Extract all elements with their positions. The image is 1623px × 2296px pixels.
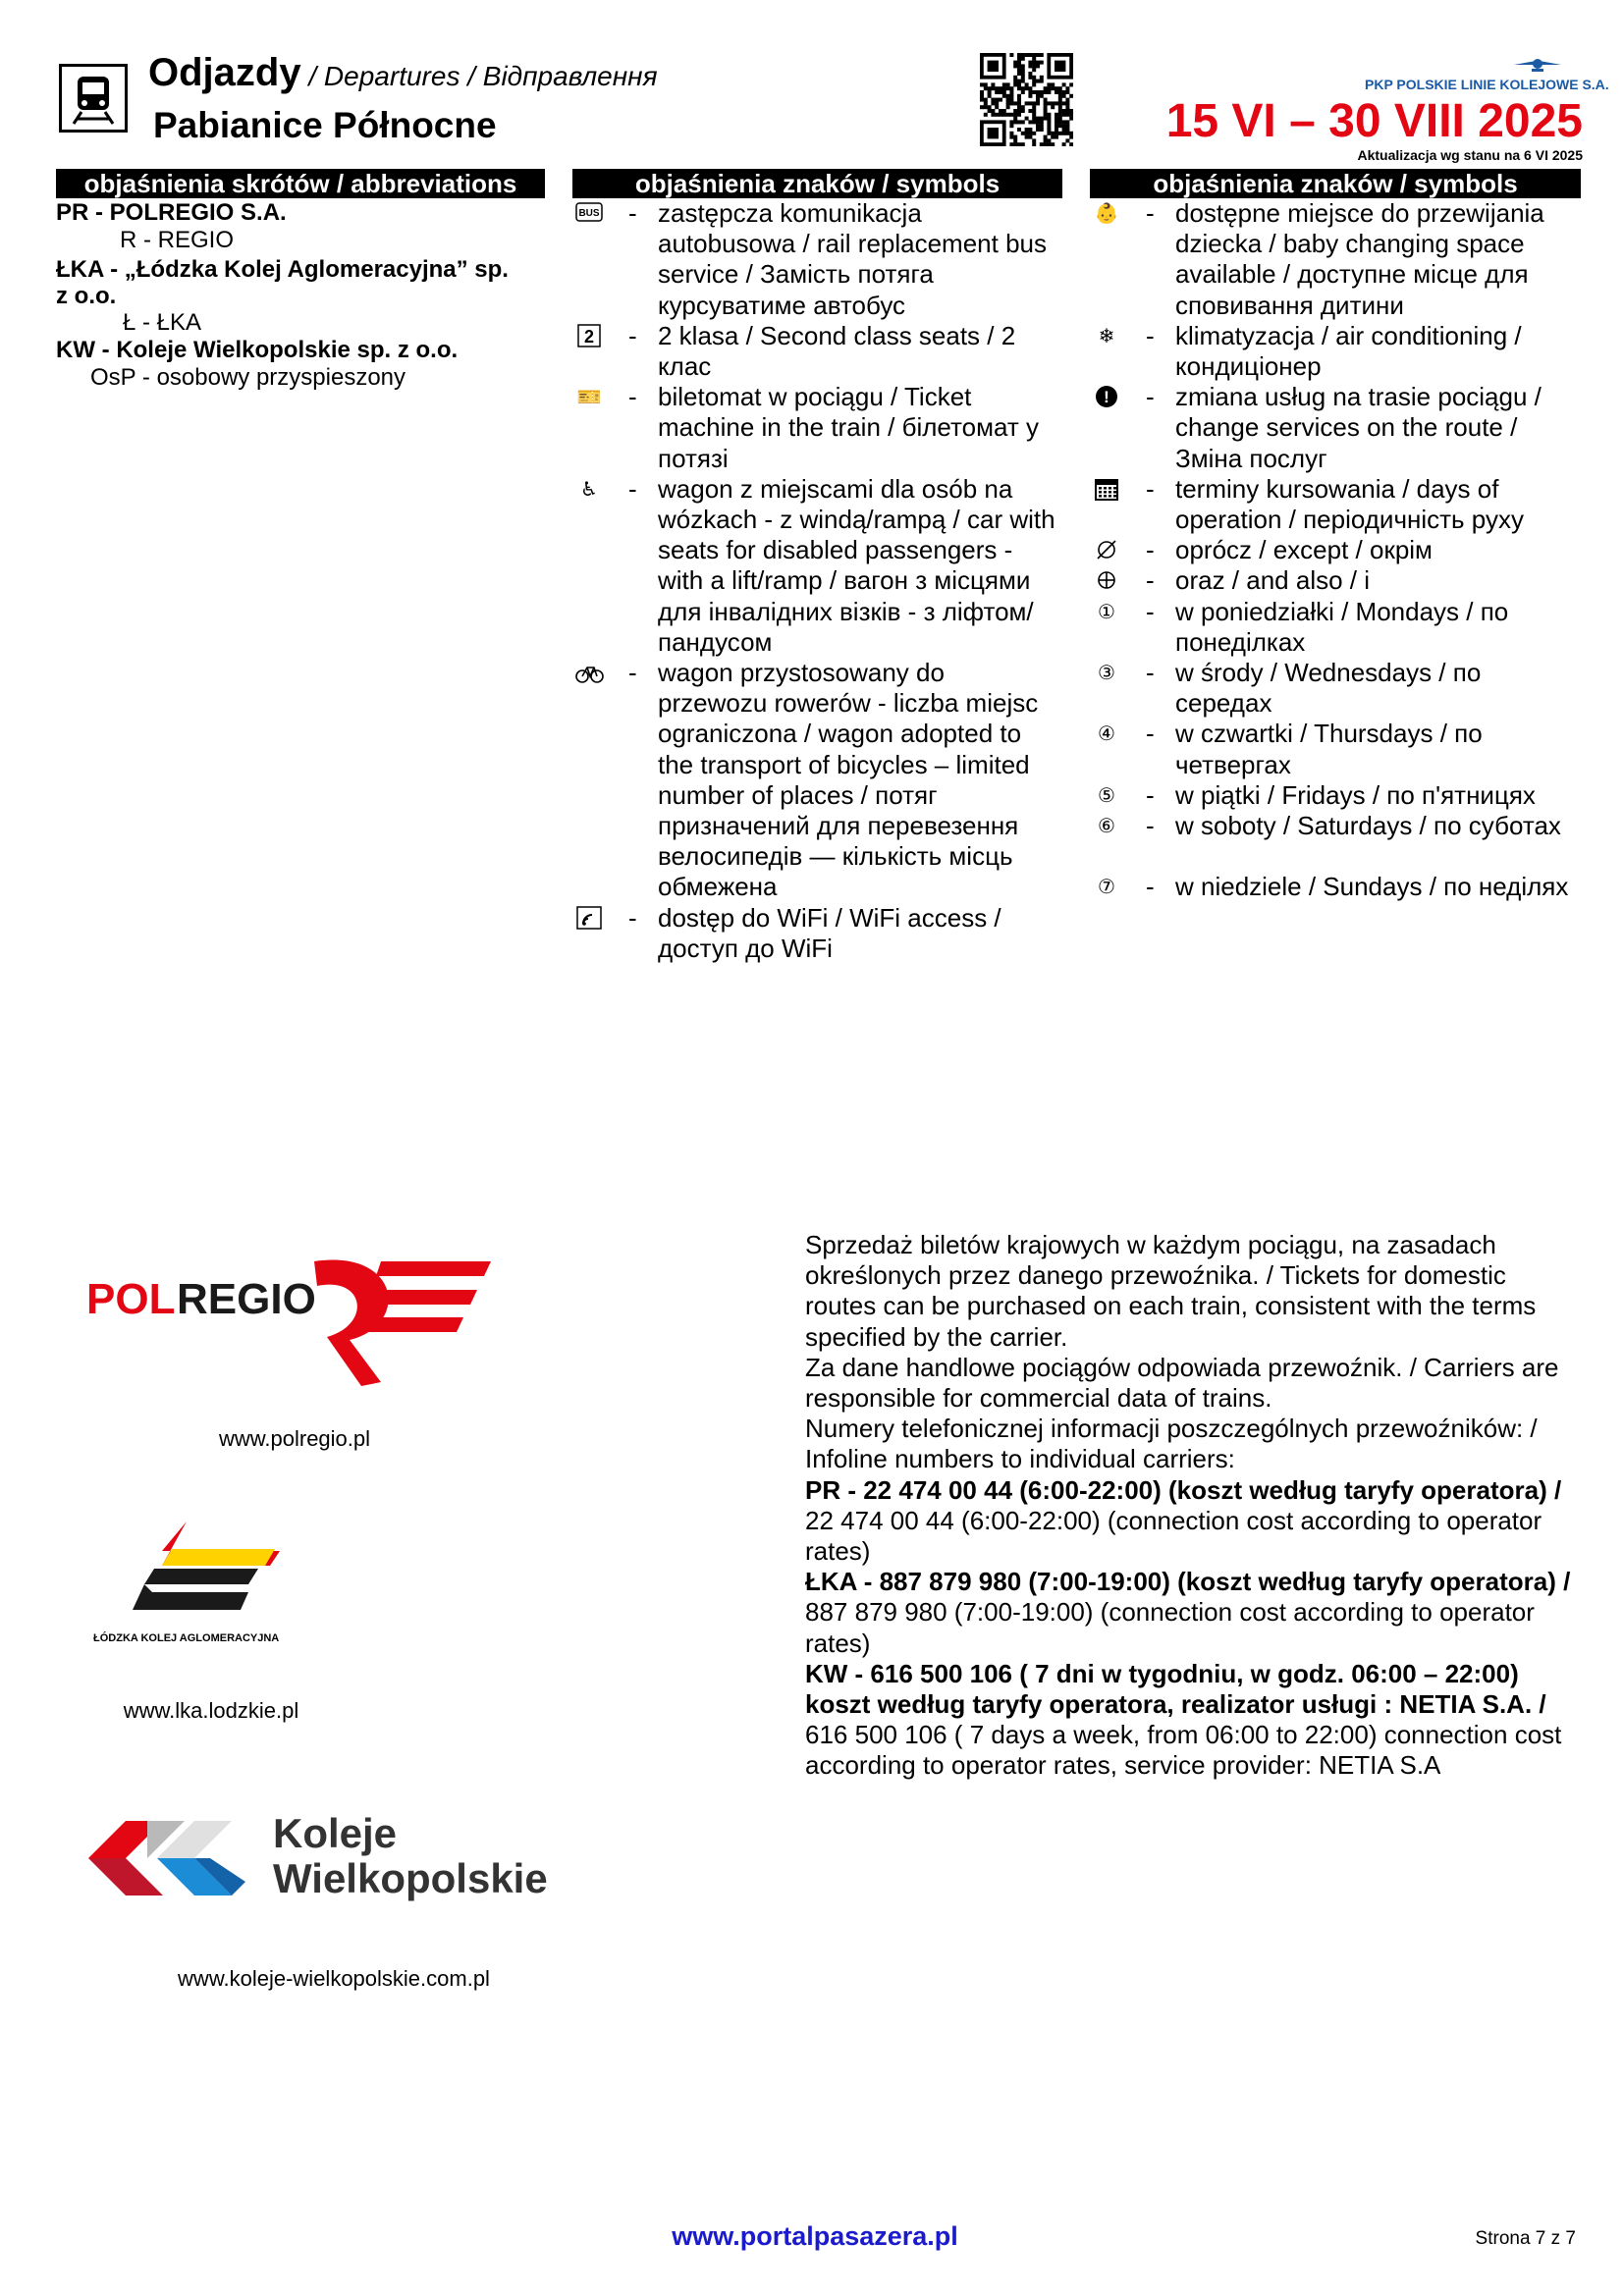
- svg-text:❄: ❄: [1098, 323, 1115, 347]
- svg-text:⑦: ⑦: [1098, 875, 1115, 899]
- abbr-r: R - REGIO: [120, 227, 235, 253]
- and-also-icon: [1090, 565, 1123, 595]
- qr-code: [980, 53, 1073, 146]
- title-main: Odjazdy: [148, 51, 301, 94]
- sunday-icon: [1090, 872, 1123, 901]
- svg-text:2: 2: [583, 326, 595, 347]
- symbol-dash: -: [628, 320, 637, 350]
- symbols-header-2: objaśnienia znaków / symbols: [1090, 169, 1581, 198]
- svg-text:REGIO: REGIO: [177, 1275, 316, 1323]
- info-sales: Sprzedaż biletów krajowych w każdym pociągu, na zasadach określonych przez danego przewoźnika. / Tickets for domestic routes can be purchased on each train, consistent with the terms specified by the carrier.: [805, 1230, 1537, 1352]
- symbol-dash: -: [628, 198, 637, 228]
- bicycle-icon: [572, 658, 606, 687]
- symbol-description: dostęp do WiFi / WiFi access / доступ до WiFi: [658, 902, 1001, 963]
- symbol-description: w środy / Wednesdays / по середах: [1175, 658, 1482, 719]
- symbol-description: klimatyzacja / air conditioning / кондиціонер: [1175, 320, 1522, 381]
- info-lka-bold: ŁKA - 887 879 980 (7:00-19:00) (koszt według taryfy operatora) /: [805, 1567, 1571, 1597]
- polregio-url[interactable]: www.polregio.pl: [218, 1426, 371, 1451]
- abbr-osp: OsP - osobowy przyspieszony: [90, 364, 406, 391]
- wednesday-icon: [1090, 658, 1123, 687]
- symbol-description: w czwartki / Thursdays / по четвергах: [1175, 719, 1483, 779]
- symbol-description: biletomat w pociągu / Ticket machine in the train / білетомат у потязі: [658, 382, 1039, 473]
- symbol-description: wagon z miejscami dla osób na wózkach - z windą/rampą / car with seats for disabled passengers - with a lift/ramp / вагон з місцями для інвалідних візків - з ліфтом/пандусом: [658, 473, 1055, 657]
- symbol-dash: -: [1146, 719, 1155, 749]
- air-conditioning-icon: [1090, 321, 1123, 350]
- info-kw-bold: KW - 616 500 106 ( 7 dni w tygodniu, w godz. 06:00 – 22:00) koszt według taryfy operatora, realizator usługi : NETIA S.A. /: [805, 1658, 1546, 1720]
- symbol-description: w piątki / Fridays / по п'ятницях: [1175, 779, 1536, 810]
- symbol-dash: -: [1146, 596, 1155, 626]
- svg-text:④: ④: [1098, 721, 1115, 746]
- page-number: Strona 7 z 7: [1475, 2228, 1576, 2249]
- lka-logo-text: ŁÓDZKA KOLEJ AGLOMERACYJNA: [93, 1632, 280, 1644]
- baby-changing-icon: [1090, 198, 1123, 228]
- portal-url[interactable]: www.portalpasazera.pl: [672, 2221, 958, 2251]
- symbol-dash: -: [628, 473, 637, 504]
- kw-logo-line-1: Koleje: [273, 1810, 398, 1856]
- pkp-logo-text: PKP POLSKIE LINIE KOLEJOWE S.A.: [1365, 77, 1609, 92]
- page-title: [148, 51, 658, 95]
- symbol-description: dostępne miejsce do przewijania dziecka / baby changing space available / доступне місце для сповивання дитини: [1175, 198, 1544, 320]
- kw-logo-line-2: Wielkopolskie: [273, 1855, 548, 1901]
- lka-logo: [93, 1522, 309, 1644]
- symbol-description: wagon przystosowany do przewozu rowerów - liczba miejsc ograniczona / wagon adopted to the transport of bicycles – limited number of places / потяг призначений для перевезення велосипедів — кількість місць обмежена: [658, 658, 1039, 902]
- symbol-description: w niedziele / Sundays / по неділях: [1175, 872, 1569, 902]
- svg-text:⑥: ⑥: [1098, 814, 1115, 837]
- train-icon: [59, 64, 128, 133]
- svg-text:③: ③: [1098, 661, 1115, 684]
- monday-icon: [1090, 597, 1123, 626]
- abbreviations-header: objaśnienia skrótów / abbreviations: [56, 169, 545, 198]
- abbr-l: Ł - ŁKA: [123, 309, 202, 336]
- info-pr-normal: 22 474 00 44 (6:00-22:00) (connection cost according to operator rates): [805, 1505, 1542, 1567]
- validity-period: 15 VI – 30 VIII 2025: [1165, 95, 1583, 147]
- symbol-description: terminy kursowania / days of operation / періодичність руху: [1175, 473, 1524, 534]
- abbr-lka: ŁKA - „Łódzka Kolej Aglomeracyjna” sp.: [56, 256, 509, 283]
- except-icon: [1090, 535, 1123, 564]
- svg-text:POL: POL: [86, 1275, 176, 1323]
- svg-text:!: !: [1104, 388, 1109, 407]
- info-kw: [805, 1659, 1581, 1782]
- symbol-dash: -: [1146, 320, 1155, 350]
- wifi-icon: [572, 903, 606, 933]
- thursday-icon: [1090, 719, 1123, 748]
- info-lka-normal: 887 879 980 (7:00-19:00) (connection cost according to operator rates): [805, 1597, 1535, 1658]
- symbol-dash: -: [1146, 565, 1155, 596]
- info-phone-intro: Numery telefonicznej informacji poszczególnych przewoźników: / Infoline numbers to individual carriers:: [805, 1414, 1538, 1474]
- info-pr: [805, 1475, 1581, 1568]
- title-translations: / Departures / Відправлення: [300, 61, 658, 91]
- symbol-description: w poniedziałki / Mondays / по понеділках: [1175, 596, 1509, 657]
- symbol-dash: -: [628, 658, 637, 687]
- symbol-dash: -: [628, 902, 637, 933]
- abbr-lka-cont: z o.o.: [56, 283, 117, 309]
- wheelchair-icon: [572, 474, 606, 504]
- symbol-dash: -: [1146, 198, 1155, 228]
- svg-text:👶: 👶: [1094, 201, 1119, 225]
- friday-icon: [1090, 780, 1123, 810]
- bus-icon: [572, 198, 606, 228]
- symbols-header-1: objaśnienia znaków / symbols: [572, 169, 1062, 198]
- symbol-description: zmiana usług na trasie pociągu / change services on the route / Зміна послуг: [1175, 382, 1542, 473]
- symbol-description: zastępcza komunikacja autobusowa / rail replacement bus service / Замість потяга курсуватиме автобус: [658, 198, 1048, 320]
- symbol-description: 2 klasa / Second class seats / 2 клас: [658, 320, 1016, 381]
- symbol-description: oraz / and also / і: [1175, 565, 1370, 596]
- svg-text:🎫: 🎫: [576, 385, 602, 409]
- calendar-icon: [1090, 474, 1123, 504]
- symbol-dash: -: [1146, 872, 1155, 902]
- symbol-description: oprócz / except / окрім: [1175, 535, 1433, 565]
- svg-text:BUS: BUS: [578, 208, 600, 219]
- station-name: Pabianice Północne: [153, 105, 497, 145]
- kw-logo: [88, 1809, 285, 1912]
- symbol-dash: -: [1146, 473, 1155, 504]
- info-carrier-data: Za dane handlowe pociągów odpowiada przewoźnik. / Carriers are responsible for commercial data of trains.: [805, 1352, 1559, 1414]
- symbol-dash: -: [1146, 811, 1155, 840]
- lka-url[interactable]: www.lka.lodzkie.pl: [123, 1698, 299, 1723]
- symbol-dash: -: [1146, 382, 1155, 412]
- info-kw-normal: 616 500 106 ( 7 days a week, from 06:00 to 22:00) connection cost according to operator rates, service provider: NETIA S.A: [805, 1720, 1562, 1781]
- symbol-dash: -: [1146, 658, 1155, 687]
- symbol-description: w soboty / Saturdays / по суботах: [1175, 811, 1561, 840]
- abbr-kw: KW - Koleje Wielkopolskie sp. z o.o.: [56, 337, 459, 363]
- symbol-dash: -: [1146, 779, 1155, 810]
- saturday-icon: [1090, 811, 1123, 840]
- second-class-icon: [572, 321, 606, 350]
- info-block: [805, 1230, 1581, 1782]
- polregio-logo: [86, 1256, 499, 1399]
- ticket-machine-icon: [572, 382, 606, 411]
- info-lka: [805, 1567, 1581, 1659]
- info-pr-bold: PR - 22 474 00 44 (6:00-22:00) (koszt według taryfy operatora) /: [805, 1474, 1562, 1505]
- abbr-pr: PR - POLREGIO S.A.: [56, 199, 287, 226]
- service-change-icon: [1090, 382, 1123, 411]
- symbol-dash: -: [628, 382, 637, 412]
- symbol-dash: -: [1146, 535, 1155, 565]
- kw-url[interactable]: www.koleje-wielkopolskie.com.pl: [178, 1966, 490, 1991]
- update-note: Aktualizacja wg stanu na 6 VI 2025: [1357, 147, 1583, 163]
- svg-text:⑤: ⑤: [1098, 782, 1115, 807]
- svg-text:♿: ♿: [580, 476, 598, 501]
- kw-logo-text: [273, 1811, 548, 1901]
- svg-text:①: ①: [1098, 599, 1115, 623]
